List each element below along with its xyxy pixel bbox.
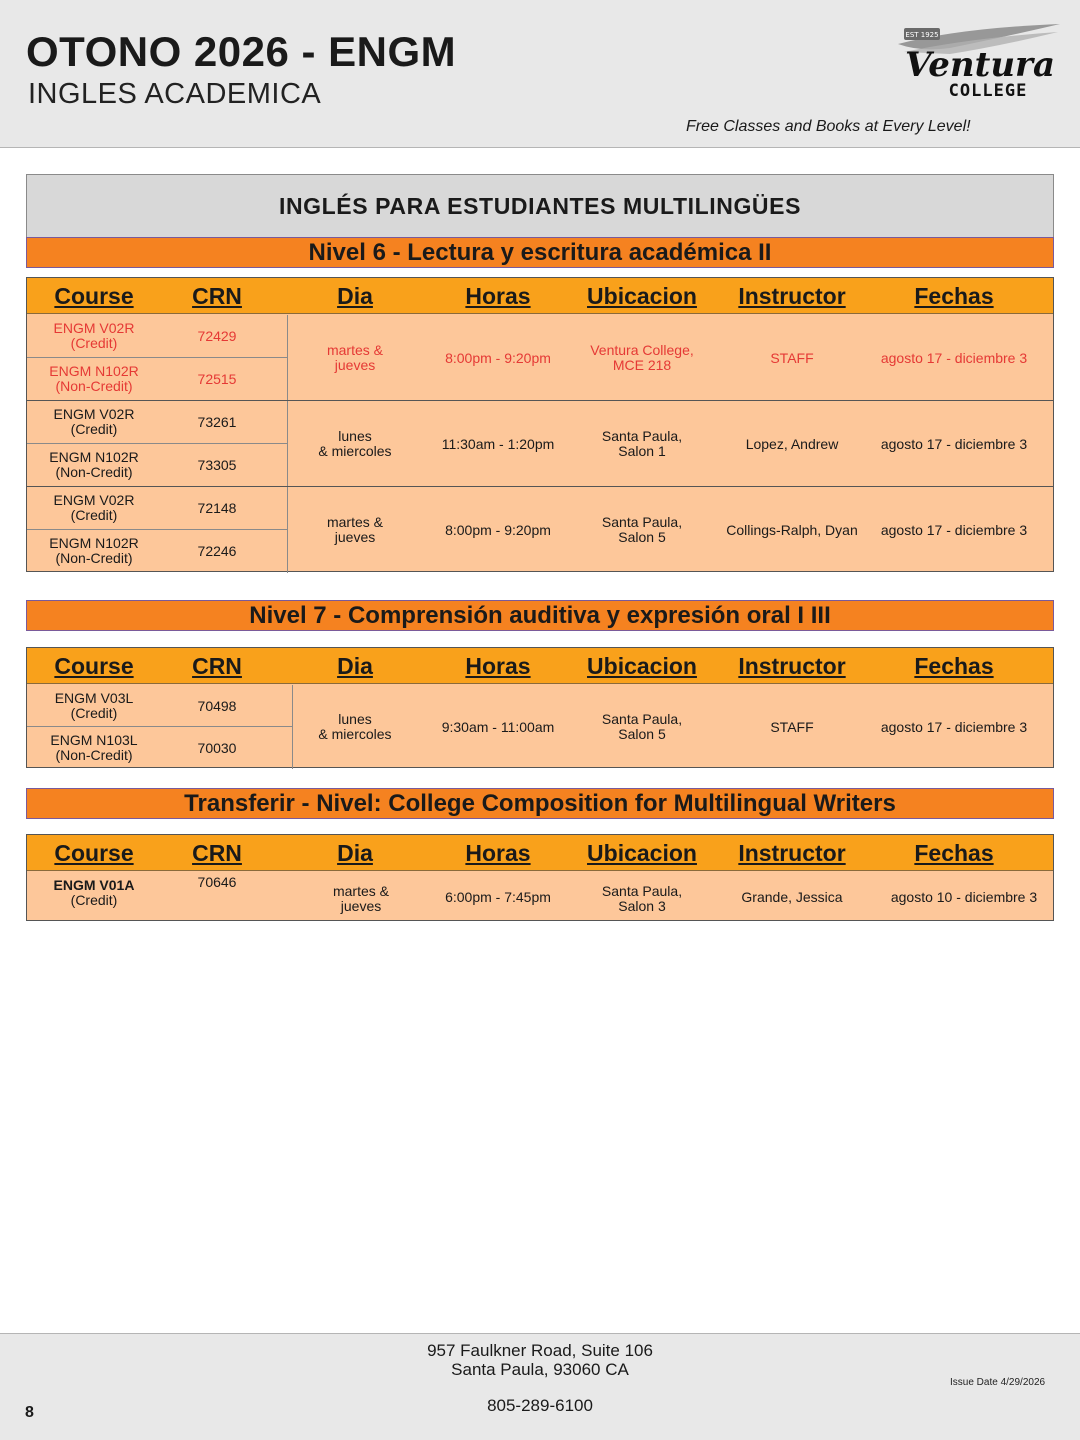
course-code-line: (Credit) — [70, 705, 118, 721]
course-code — [27, 878, 161, 908]
schedule-table — [26, 277, 1054, 572]
row-divider — [27, 529, 287, 530]
course-code-line: (Non-Credit) — [55, 464, 133, 480]
course-code — [27, 536, 161, 566]
schedule-group — [27, 401, 1053, 487]
column-header-ubicacion: Ubicacion — [587, 283, 697, 309]
instructor-value: STAFF — [770, 719, 814, 735]
page-number: 8 — [25, 1404, 34, 1421]
instructor-value: STAFF — [770, 350, 814, 366]
crn-value: 73261 — [197, 414, 237, 430]
course-code — [27, 321, 161, 351]
location-value — [575, 515, 709, 545]
schedule-group — [27, 685, 1053, 769]
location-value-line: Salon 1 — [618, 443, 666, 459]
time-value: 8:00pm - 9:20pm — [445, 522, 551, 538]
location-value-line: Ventura College, — [590, 342, 694, 358]
page-header — [0, 0, 1080, 148]
course-code-line: ENGM V01A — [53, 877, 135, 893]
day-value-line: martes & — [332, 883, 389, 899]
time-value: 9:30am - 11:00am — [441, 719, 555, 735]
column-header-crn: CRN — [192, 283, 242, 309]
column-header-course: Course — [54, 840, 134, 866]
location-value-line: Santa Paula, — [601, 711, 683, 727]
dates-value: agosto 17 - diciembre 3 — [880, 522, 1028, 538]
course-code — [27, 733, 161, 763]
crn-value: 73305 — [197, 457, 237, 473]
course-code-line: (Credit) — [70, 335, 118, 351]
course-code — [27, 450, 161, 480]
column-header-fechas: Fechas — [914, 283, 994, 309]
column-header-instructor: Instructor — [738, 840, 846, 866]
address-line-1: 957 Faulkner Road, Suite 106 — [427, 1341, 653, 1360]
schedule-table — [26, 834, 1054, 921]
location-value-line: MCE 218 — [612, 357, 672, 373]
day-value — [289, 712, 421, 742]
course-code-line: ENGM V02R — [53, 492, 135, 508]
column-divider — [292, 685, 293, 769]
column-header-horas: Horas — [465, 283, 531, 309]
instructor-value: Lopez, Andrew — [745, 436, 839, 452]
level-title-bar: Nivel 7 - Comprensión auditiva y expresión oral I III — [26, 600, 1054, 631]
day-value-line: & miercoles — [318, 443, 392, 459]
column-header-instructor: Instructor — [738, 283, 846, 309]
phone-number: 805-289-6100 — [487, 1396, 593, 1415]
column-header-dia: Dia — [337, 653, 373, 679]
column-header-fechas: Fechas — [914, 840, 994, 866]
day-value — [295, 884, 427, 914]
location-value-line: Santa Paula, — [601, 428, 683, 444]
column-header-ubicacion: Ubicacion — [587, 840, 697, 866]
day-value-line: lunes — [338, 711, 372, 727]
location-value-line: Salon 3 — [618, 898, 666, 914]
schedule-group — [27, 315, 1053, 401]
day-value-line: jueves — [334, 529, 376, 545]
address-line-2: Santa Paula, 93060 CA — [451, 1360, 629, 1379]
column-header-ubicacion: Ubicacion — [587, 653, 697, 679]
dates-value: agosto 17 - diciembre 3 — [880, 719, 1028, 735]
table-header-row — [27, 648, 1053, 684]
page-subtitle: INGLES ACADEMICA — [28, 78, 322, 110]
column-divider — [287, 315, 288, 401]
location-value — [575, 884, 709, 914]
course-code-line: (Credit) — [70, 507, 118, 523]
instructor-value: Collings-Ralph, Dyan — [726, 522, 858, 538]
course-code-line: ENGM N103L — [50, 732, 138, 748]
column-header-fechas: Fechas — [914, 653, 994, 679]
course-code-line: (Credit) — [70, 892, 118, 908]
crn-value: 72515 — [197, 371, 237, 387]
schedule-group — [27, 487, 1053, 573]
crn-value: 72148 — [197, 500, 237, 516]
issue-date: Issue Date 4/29/2026 — [950, 1377, 1046, 1388]
crn-value: 72246 — [197, 543, 237, 559]
course-code — [27, 691, 161, 721]
course-code-line: ENGM N102R — [49, 449, 139, 465]
day-value-line: jueves — [340, 898, 382, 914]
day-value-line: martes & — [326, 514, 383, 530]
column-header-horas: Horas — [465, 840, 531, 866]
location-value-line: Santa Paula, — [601, 514, 683, 530]
course-code — [27, 493, 161, 523]
dates-value: agosto 17 - diciembre 3 — [880, 350, 1028, 366]
course-code-line: (Non-Credit) — [55, 747, 133, 763]
day-value — [289, 515, 421, 545]
table-header-row — [27, 278, 1053, 314]
dates-value: agosto 17 - diciembre 3 — [880, 436, 1028, 452]
page-footer — [0, 1333, 1080, 1440]
time-value: 8:00pm - 9:20pm — [445, 350, 551, 366]
column-header-crn: CRN — [192, 840, 242, 866]
course-code-line: (Non-Credit) — [55, 378, 133, 394]
course-code-line: (Non-Credit) — [55, 550, 133, 566]
location-value — [575, 429, 709, 459]
level-title-bar: Nivel 6 - Lectura y escritura académica II — [26, 237, 1054, 268]
row-divider — [27, 726, 292, 727]
course-code-line: (Credit) — [70, 421, 118, 437]
location-value-line: Salon 5 — [618, 529, 666, 545]
column-header-course: Course — [54, 653, 134, 679]
location-value — [575, 712, 709, 742]
course-code-line: ENGM V02R — [53, 406, 135, 422]
location-value-line: Salon 5 — [618, 726, 666, 742]
logo-college: COLLEGE — [948, 81, 1028, 101]
schedule-group — [27, 872, 1053, 922]
crn-value: 70498 — [197, 698, 237, 714]
location-value — [575, 343, 709, 373]
dates-value: agosto 10 - diciembre 3 — [890, 889, 1038, 905]
table-header-row — [27, 835, 1053, 871]
course-code-line: ENGM N102R — [49, 535, 139, 551]
day-value — [289, 429, 421, 459]
column-header-dia: Dia — [337, 840, 373, 866]
column-divider — [287, 401, 288, 487]
day-value-line: martes & — [326, 342, 383, 358]
row-divider — [27, 357, 287, 358]
column-header-dia: Dia — [337, 283, 373, 309]
schedule-table — [26, 647, 1054, 768]
day-value-line: lunes — [338, 428, 372, 444]
column-header-instructor: Instructor — [738, 653, 846, 679]
instructor-value: Grande, Jessica — [741, 889, 843, 905]
crn-value: 70030 — [197, 740, 237, 756]
course-code — [27, 364, 161, 394]
time-value: 11:30am - 1:20pm — [441, 436, 555, 452]
course-code-line: ENGM V03L — [54, 690, 134, 706]
column-divider — [287, 487, 288, 573]
course-code-line: ENGM V02R — [53, 320, 135, 336]
tagline: Free Classes and Books at Every Level! — [686, 118, 971, 135]
level-title-bar: Transferir - Nivel: College Composition for Multilingual Writers — [26, 788, 1054, 819]
row-divider — [27, 443, 287, 444]
course-code-line: ENGM N102R — [49, 363, 139, 379]
crn-value: 70646 — [197, 874, 237, 890]
page-title: OTONO 2026 - ENGM — [26, 28, 457, 75]
ventura-college-logo — [890, 22, 1065, 106]
time-value: 6:00pm - 7:45pm — [445, 889, 551, 905]
column-header-horas: Horas — [465, 653, 531, 679]
crn-value: 72429 — [197, 328, 237, 344]
day-value-line: jueves — [334, 357, 376, 373]
course-code — [27, 407, 161, 437]
column-header-course: Course — [54, 283, 134, 309]
day-value — [289, 343, 421, 373]
column-header-crn: CRN — [192, 653, 242, 679]
est-label: EST 1925 — [905, 31, 939, 39]
day-value-line: & miercoles — [318, 726, 392, 742]
section-title: INGLÉS PARA ESTUDIANTES MULTILINGÜES — [26, 174, 1054, 238]
location-value-line: Santa Paula, — [601, 883, 683, 899]
logo-name: Ventura — [905, 45, 1055, 85]
